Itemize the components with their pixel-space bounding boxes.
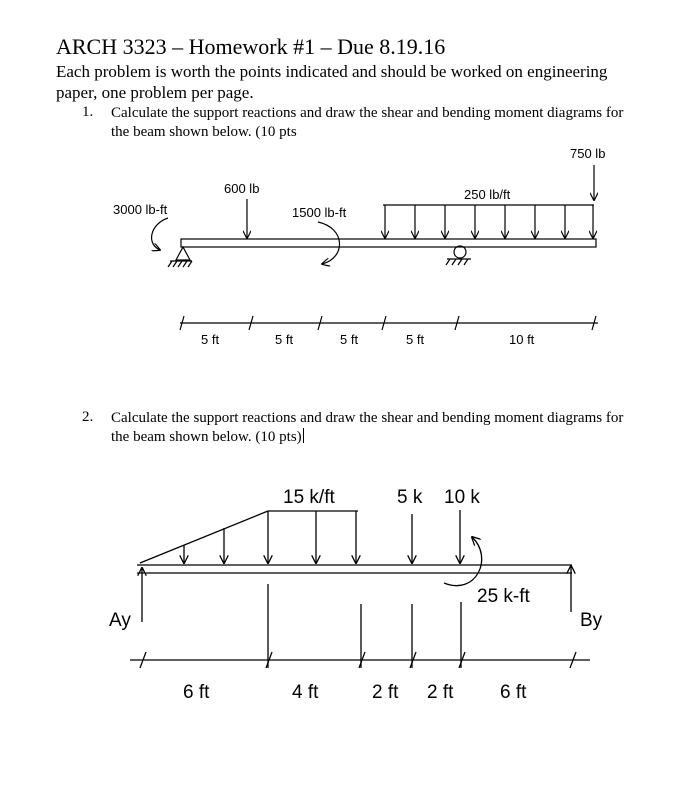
label-load-600: 600 lb [224, 181, 260, 196]
span-label-1: 5 ft [201, 332, 220, 347]
problem-2-number: 2. [82, 409, 94, 425]
dimension-line-2 [130, 652, 590, 668]
dimension-line-1 [180, 316, 598, 330]
span-label-2ft-b: 2 ft [427, 682, 454, 703]
distributed-load-2 [140, 511, 358, 563]
span-label-5: 10 ft [509, 332, 535, 347]
label-distributed-15k: 15 k/ft [283, 487, 335, 508]
roller-support-1 [446, 246, 471, 265]
moment-arrow-mid [318, 222, 340, 264]
span-label-6ft-b: 6 ft [500, 682, 527, 703]
span-label-3: 5 ft [340, 332, 359, 347]
moment-arrow-25 [444, 537, 482, 586]
label-load-5k: 5 k [397, 487, 423, 508]
intro-paragraph: Each problem is worth the points indicated and should be worked on engineering paper, one problem per page. [56, 62, 608, 102]
label-reaction-by: By [580, 610, 603, 631]
problem-1-text: Calculate the support reactions and draw the shear and bending moment diagrams for the beam shown below. (10 pts [111, 105, 624, 140]
label-distributed-250: 250 lb/ft [464, 187, 511, 202]
label-moment-25: 25 k-ft [477, 586, 530, 607]
problem-1-number: 1. [82, 104, 94, 120]
label-load-750: 750 lb [570, 146, 606, 161]
problem-1-diagram [152, 165, 598, 330]
pin-support-1 [168, 247, 192, 267]
moment-arrow-left [152, 218, 168, 250]
page-title: ARCH 3323 – Homework #1 – Due 8.19.16 [56, 34, 446, 59]
span-label-2: 5 ft [275, 332, 294, 347]
span-label-6ft-a: 6 ft [183, 682, 210, 703]
beam-1 [181, 239, 596, 247]
label-moment-3000: 3000 lb-ft [113, 202, 168, 217]
span-label-4ft: 4 ft [292, 682, 319, 703]
span-label-4: 5 ft [406, 332, 425, 347]
extension-lines-2 [268, 584, 461, 668]
label-moment-1500: 1500 lb-ft [292, 205, 347, 220]
label-load-10k: 10 k [444, 487, 480, 508]
label-reaction-ay: Ay [109, 610, 131, 631]
distributed-load-1 [383, 205, 594, 238]
problem-2-text-content: Calculate the support reactions and draw the shear and bending moment diagrams for the beam shown below. (10 pts) [111, 410, 624, 445]
span-label-2ft-a: 2 ft [372, 682, 399, 703]
